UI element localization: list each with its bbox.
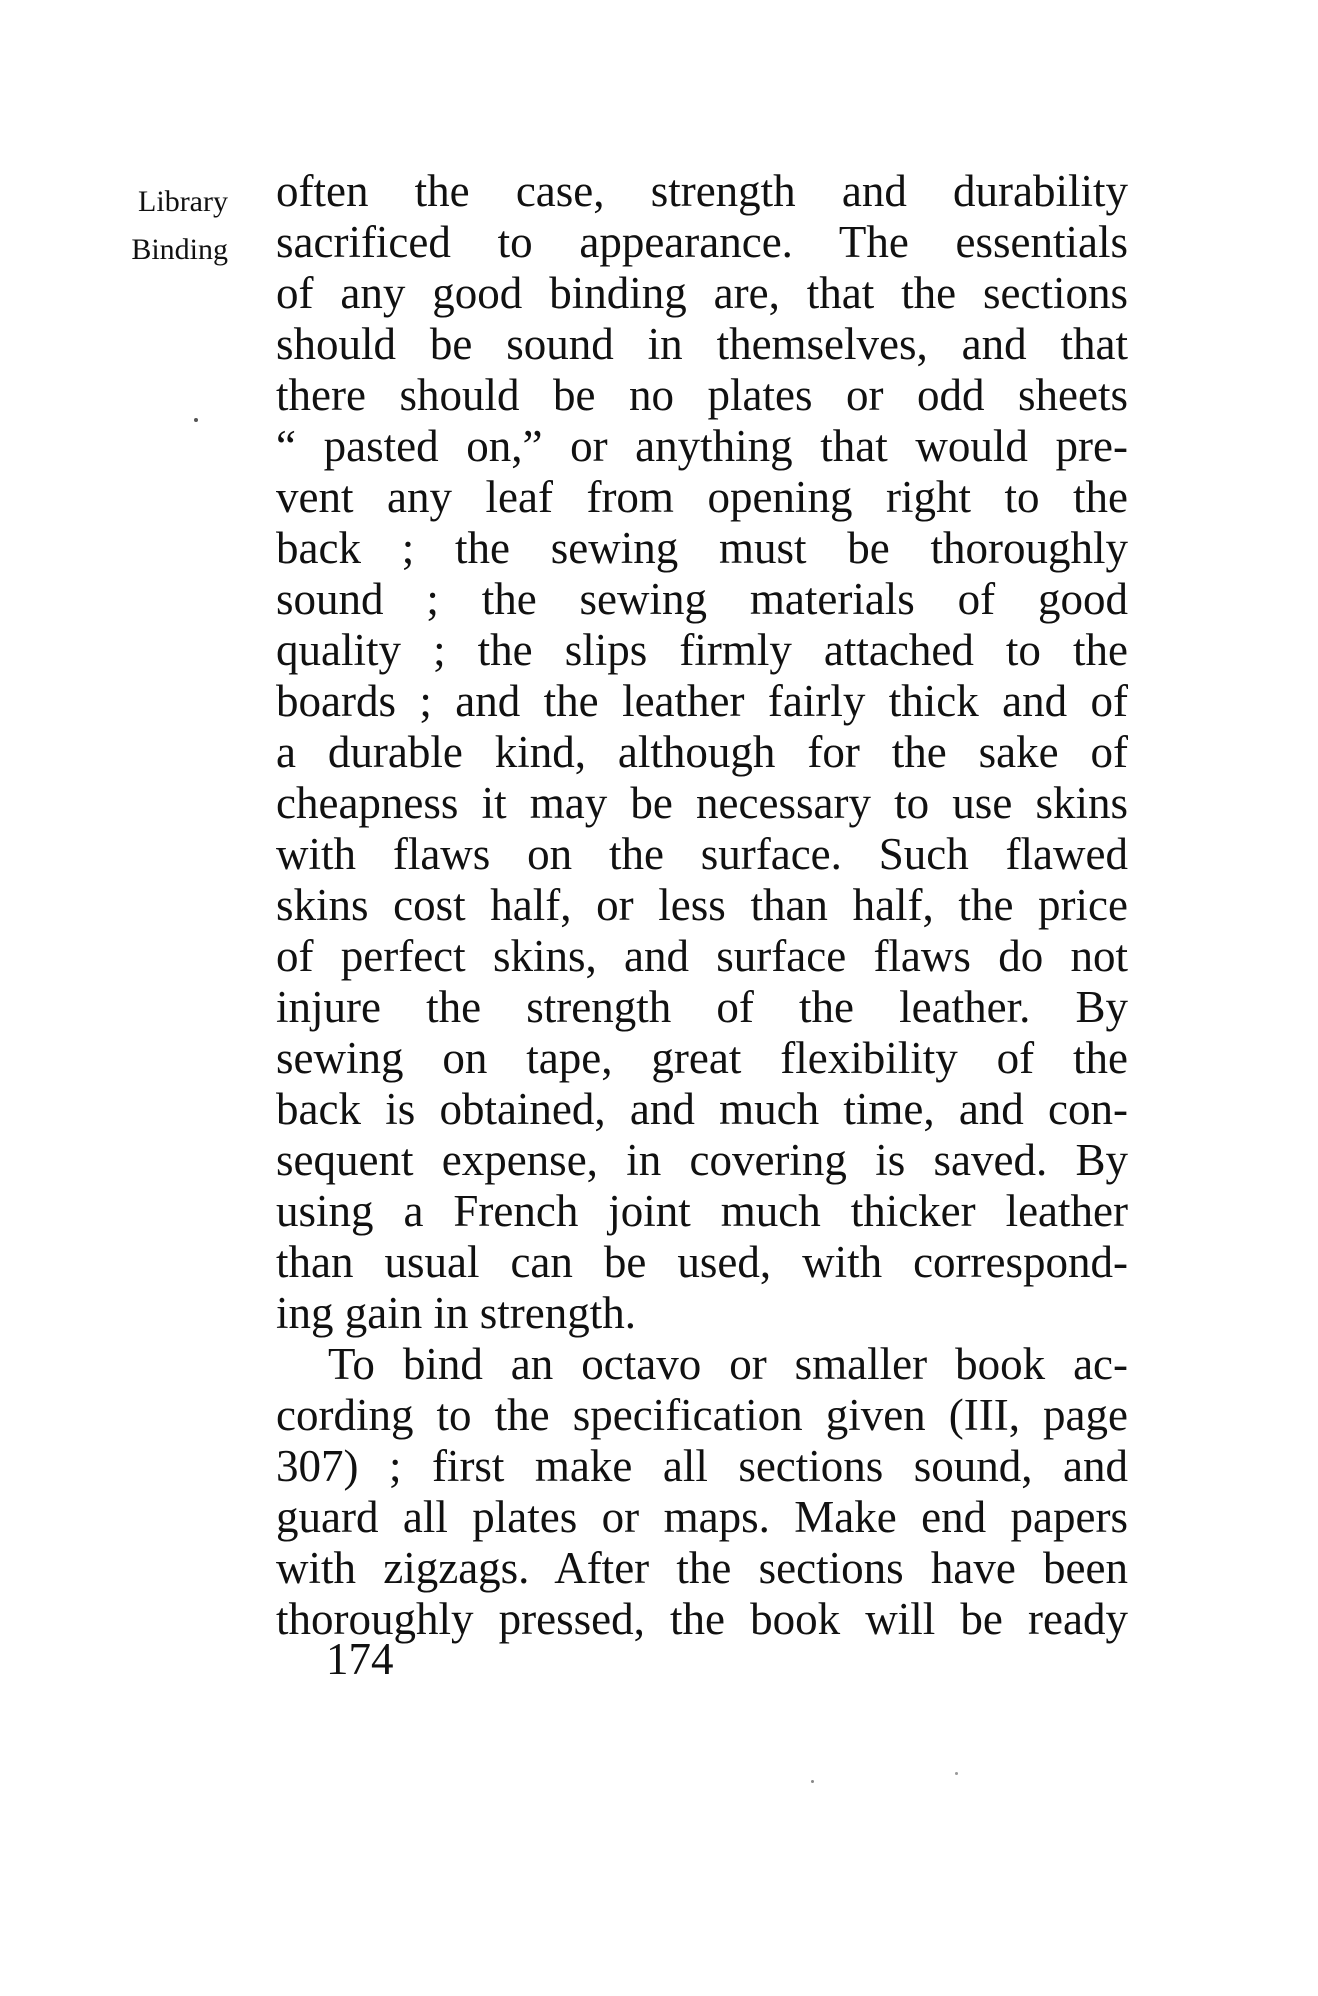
margin-note-line-1: Library <box>138 185 228 218</box>
text-line: with zigzags. After the sections have been <box>276 1543 1128 1593</box>
text-line: using a French joint much thicker leather <box>276 1186 1128 1236</box>
text-line: of perfect skins, and surface flaws do not <box>276 931 1128 981</box>
text-line: of any good binding are, that the sections <box>276 268 1128 318</box>
text-line: skins cost half, or less than half, the price <box>276 880 1128 930</box>
text-line: should be sound in themselves, and that <box>276 319 1128 369</box>
text-line: ing gain in strength. <box>276 1288 636 1338</box>
margin-note <box>78 178 228 274</box>
ink-speck <box>194 418 198 422</box>
text-line: injure the strength of the leather. By <box>276 982 1128 1032</box>
text-line: than usual can be used, with correspond- <box>276 1237 1128 1287</box>
text-line: “ pasted on,” or anything that would pre- <box>276 421 1128 471</box>
paragraph-1 <box>276 166 1128 1339</box>
paragraph-2 <box>276 1339 1128 1645</box>
text-line: sacrificed to appearance. The essentials <box>276 217 1128 267</box>
text-line: often the case, strength and durability <box>276 166 1128 216</box>
margin-note-line-2: Binding <box>131 233 228 266</box>
text-line: sewing on tape, great flexibility of the <box>276 1033 1128 1083</box>
text-line: with flaws on the surface. Such flawed <box>276 829 1128 879</box>
text-line: quality ; the slips firmly attached to the <box>276 625 1128 675</box>
text-line: a durable kind, although for the sake of <box>276 727 1128 777</box>
ink-speck <box>955 1772 958 1775</box>
text-line: boards ; and the leather fairly thick and of <box>276 676 1128 726</box>
text-line: To bind an octavo or smaller book ac- <box>328 1339 1128 1389</box>
text-line: thoroughly pressed, the book will be ready <box>276 1594 1128 1644</box>
text-line: there should be no plates or odd sheets <box>276 370 1128 420</box>
ink-speck <box>811 1780 814 1783</box>
page-number: 174 <box>326 1634 394 1684</box>
text-line: back is obtained, and much time, and con- <box>276 1084 1128 1134</box>
body-text <box>276 166 1128 1645</box>
text-line: sound ; the sewing materials of good <box>276 574 1128 624</box>
text-line: vent any leaf from opening right to the <box>276 472 1128 522</box>
text-line: cheapness it may be necessary to use skins <box>276 778 1128 828</box>
text-line: back ; the sewing must be thoroughly <box>276 523 1128 573</box>
text-line: cording to the specification given (III, page <box>276 1390 1128 1440</box>
text-line: sequent expense, in covering is saved. By <box>276 1135 1128 1185</box>
text-line: guard all plates or maps. Make end papers <box>276 1492 1128 1542</box>
text-line: 307) ; first make all sections sound, and <box>276 1441 1128 1491</box>
